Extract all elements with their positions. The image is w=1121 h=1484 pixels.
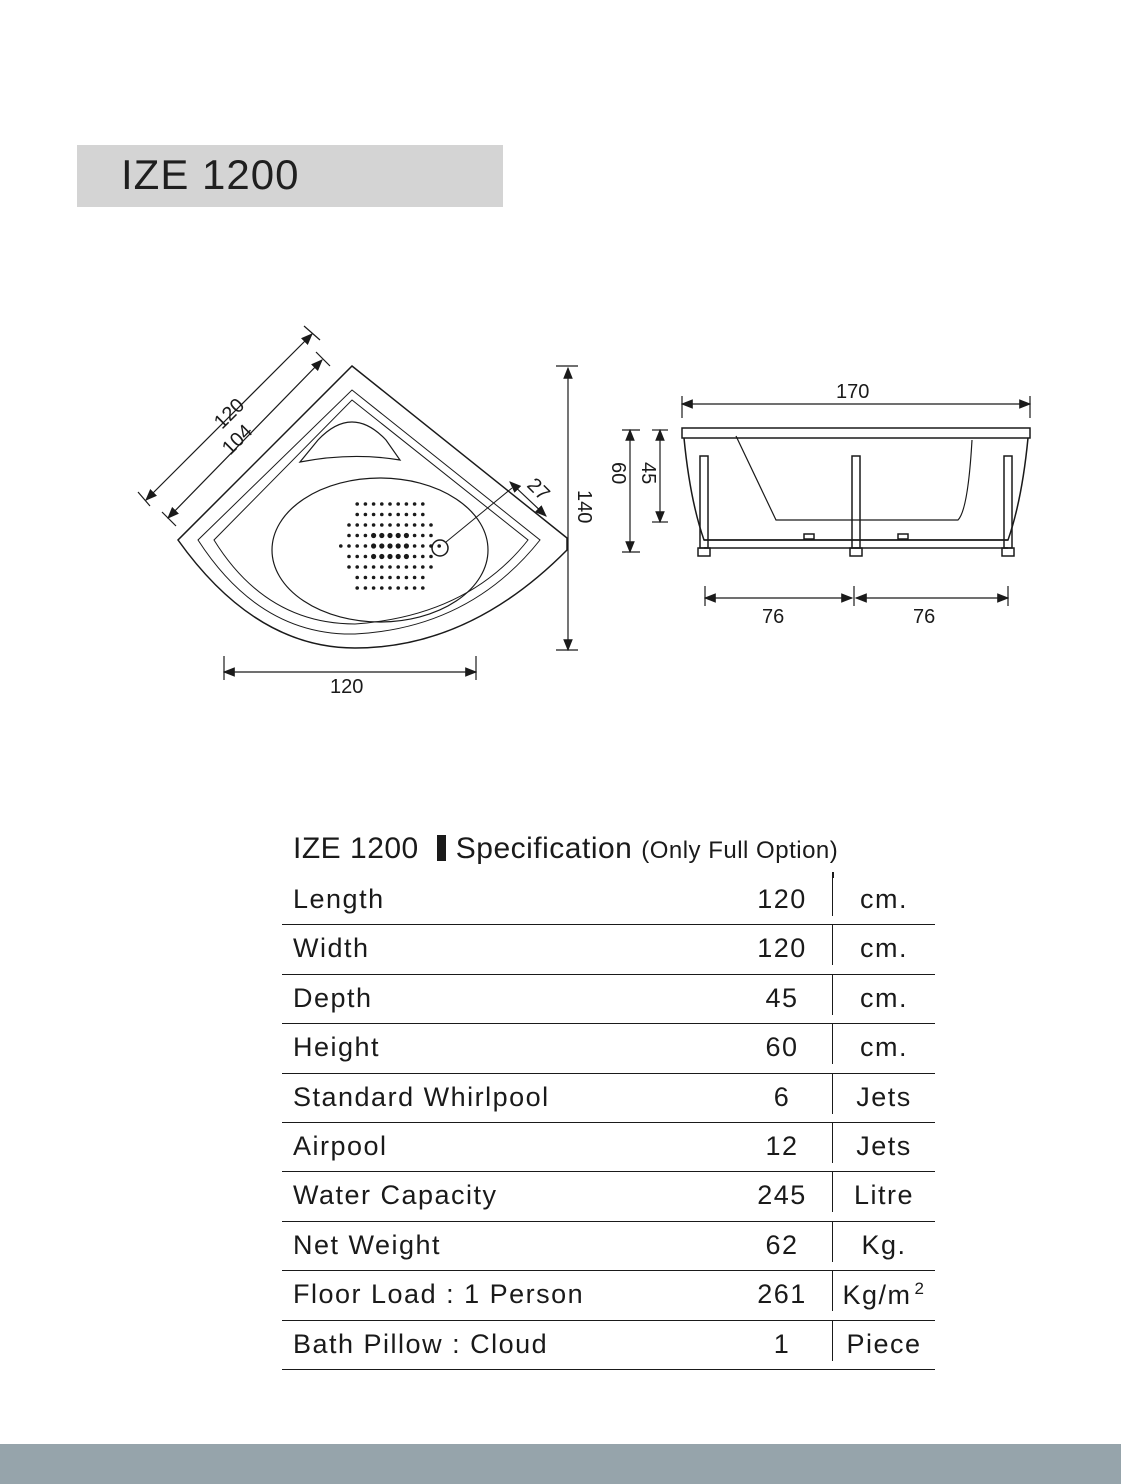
jet-hole [387, 543, 392, 548]
jet-hole [372, 586, 376, 590]
row-label: Height [293, 1032, 381, 1063]
jet-hole [396, 554, 401, 559]
jet-hole [404, 554, 409, 559]
row-value: 60 [765, 1032, 799, 1063]
jet-holes [339, 502, 441, 590]
table-row [282, 975, 935, 1024]
jet-hole [379, 533, 384, 538]
jet-hole [347, 565, 351, 569]
jet-hole [421, 534, 425, 538]
row-value: 120 [757, 933, 807, 964]
jet-hole [364, 555, 368, 559]
jet-hole [405, 513, 409, 517]
jet-hole [405, 586, 409, 590]
heading-separator [437, 835, 446, 861]
row-unit: Jets [832, 1123, 935, 1163]
jet-hole [421, 523, 425, 527]
table-row [282, 1172, 935, 1221]
jet-hole [372, 523, 376, 527]
footer-band [0, 1444, 1121, 1484]
jet-hole [355, 523, 359, 527]
jet-hole [355, 544, 359, 548]
table-row [282, 1222, 935, 1271]
row-unit: cm. [832, 876, 935, 916]
table-row [282, 876, 935, 925]
jet-hole [396, 586, 400, 590]
jet-hole [388, 502, 392, 506]
jet-hole [404, 533, 409, 538]
jet-hole [355, 513, 359, 517]
row-unit: Jets [832, 1074, 935, 1114]
dim-side-120: 120 [209, 394, 250, 434]
jet-hole [371, 533, 376, 538]
jet-hole [380, 586, 384, 590]
jet-hole [380, 576, 384, 580]
jet-hole [388, 513, 392, 517]
jet-hole [347, 523, 351, 527]
row-value: 62 [765, 1229, 799, 1260]
jet-hole [413, 502, 417, 506]
jet-hole [413, 555, 417, 559]
jet-hole [405, 576, 409, 580]
dim-height-60: 60 [607, 462, 629, 485]
jet-hole [388, 523, 392, 527]
table-row [282, 1024, 935, 1073]
table-row [282, 1271, 935, 1320]
dim-leg-right-76: 76 [913, 606, 936, 628]
page-title: IZE 1200 [121, 151, 300, 198]
jet-hole [372, 565, 376, 569]
dim-depth-45: 45 [637, 462, 659, 485]
row-unit: Litre [832, 1172, 935, 1212]
jet-hole [379, 543, 384, 548]
jet-hole [372, 576, 376, 580]
jet-hole [364, 576, 368, 580]
jet-hole [388, 586, 392, 590]
jet-hole [371, 554, 376, 559]
jet-hole [388, 565, 392, 569]
dim-depth-140: 140 [573, 490, 595, 524]
dim-leg-left-76: 76 [762, 606, 785, 628]
jet-hole [405, 523, 409, 527]
jet-hole [413, 534, 417, 538]
row-unit: cm. [832, 975, 935, 1015]
jet-hole [429, 565, 433, 569]
jet-hole [396, 576, 400, 580]
dim-drain-27: 27 [522, 473, 554, 506]
row-unit-superscript: 2 [914, 1279, 926, 1299]
side-view-outline [682, 428, 1030, 556]
dim-width-120: 120 [330, 676, 364, 698]
row-unit: Piece [832, 1321, 935, 1361]
jet-hole [413, 523, 417, 527]
jet-hole [405, 565, 409, 569]
row-unit: Kg. [832, 1222, 935, 1262]
jet-hole [364, 544, 368, 548]
jet-hole [347, 555, 351, 559]
jet-hole [364, 586, 368, 590]
jet-hole [404, 543, 409, 548]
spec-heading [293, 832, 838, 866]
jet-hole [421, 502, 425, 506]
spec-table [282, 876, 935, 1370]
jet-hole [429, 523, 433, 527]
jet-hole [413, 576, 417, 580]
jet-hole [396, 513, 400, 517]
jet-hole [421, 513, 425, 517]
jet-hole [413, 586, 417, 590]
jet-hole [355, 555, 359, 559]
jet-hole [380, 502, 384, 506]
row-label: Depth [293, 982, 373, 1013]
row-value: 45 [765, 982, 799, 1013]
jet-hole [437, 544, 441, 548]
row-label: Net Weight [293, 1229, 442, 1260]
jet-hole [371, 543, 376, 548]
jet-hole [413, 544, 417, 548]
table-row [282, 1123, 935, 1172]
jet-hole [429, 544, 433, 548]
jet-hole [405, 502, 409, 506]
spec-heading-model: IZE 1200 [293, 832, 419, 865]
jet-hole [429, 534, 433, 538]
table-row [282, 1074, 935, 1123]
jet-hole [364, 565, 368, 569]
jet-hole [413, 565, 417, 569]
jet-hole [364, 523, 368, 527]
row-unit: cm. [832, 1024, 935, 1064]
row-label: Airpool [293, 1130, 388, 1161]
jet-hole [355, 576, 359, 580]
jet-hole [421, 555, 425, 559]
row-value: 120 [757, 884, 807, 914]
spec-heading-word: Specification [455, 832, 633, 865]
row-label: Floor Load : 1 Person [293, 1279, 585, 1310]
jet-hole [355, 565, 359, 569]
dim-side-104: 104 [217, 420, 258, 460]
jet-hole [421, 544, 425, 548]
jet-hole [380, 523, 384, 527]
row-value: 245 [757, 1180, 807, 1211]
jet-hole [396, 565, 400, 569]
row-label: Length [293, 884, 385, 914]
row-value: 6 [773, 1081, 791, 1112]
jet-hole [355, 586, 359, 590]
jet-hole [396, 502, 400, 506]
jet-hole [387, 554, 392, 559]
jet-hole [396, 543, 401, 548]
jet-hole [355, 502, 359, 506]
jet-hole [380, 565, 384, 569]
jet-hole [347, 544, 351, 548]
jet-hole [339, 544, 343, 548]
jet-hole [429, 555, 433, 559]
table-row [282, 925, 935, 974]
row-unit-text: Kg/m [842, 1280, 912, 1311]
jet-hole [421, 576, 425, 580]
row-value: 261 [757, 1279, 807, 1310]
jet-hole [347, 534, 351, 538]
jet-hole [387, 533, 392, 538]
jet-hole [364, 502, 368, 506]
jet-hole [413, 513, 417, 517]
jet-hole [355, 534, 359, 538]
row-unit [832, 1271, 935, 1311]
jet-hole [379, 554, 384, 559]
row-label: Bath Pillow : Cloud [293, 1328, 549, 1359]
jet-hole [372, 513, 376, 517]
row-label: Water Capacity [293, 1180, 498, 1211]
jet-hole [380, 513, 384, 517]
jet-hole [421, 565, 425, 569]
jet-hole [396, 533, 401, 538]
jet-hole [372, 502, 376, 506]
row-value: 12 [765, 1130, 799, 1161]
row-value: 1 [773, 1328, 791, 1359]
dim-length-170: 170 [836, 381, 870, 403]
table-row [282, 1321, 935, 1370]
row-unit: cm. [832, 925, 935, 965]
row-label: Width [293, 933, 370, 964]
row-label: Standard Whirlpool [293, 1081, 550, 1112]
spec-heading-note: (Only Full Option) [641, 837, 839, 864]
jet-hole [396, 523, 400, 527]
jet-hole [388, 576, 392, 580]
jet-hole [364, 534, 368, 538]
jet-hole [421, 586, 425, 590]
jet-hole [364, 513, 368, 517]
